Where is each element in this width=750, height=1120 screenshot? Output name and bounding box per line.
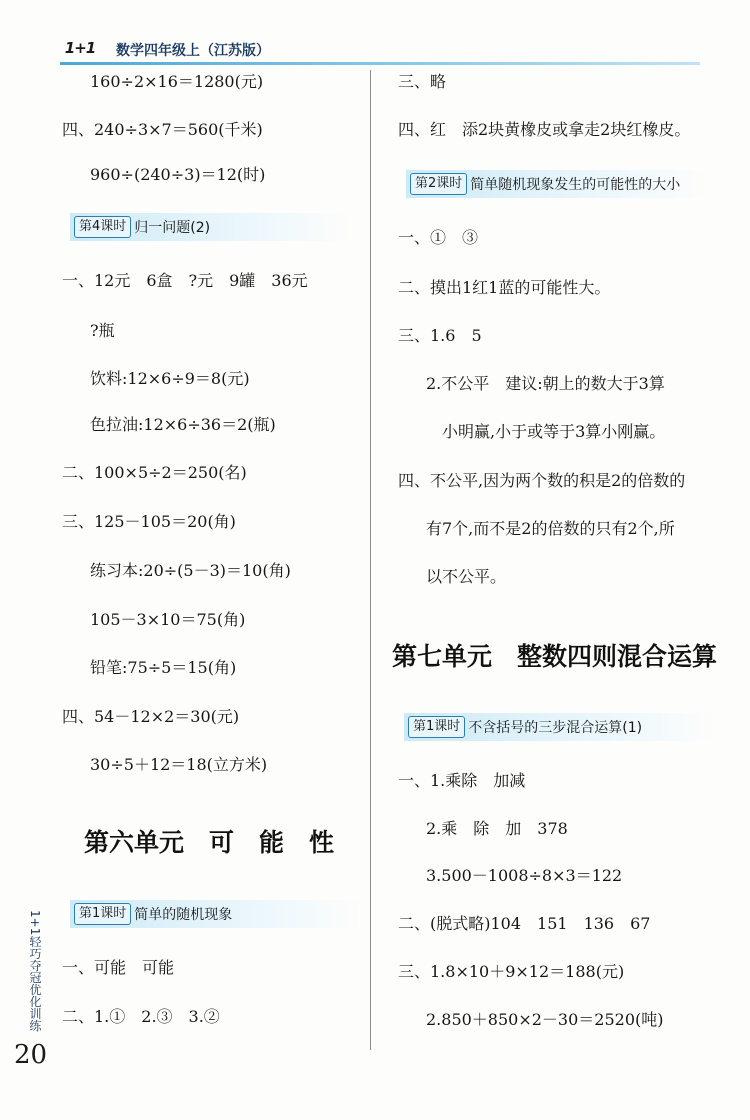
unit-heading: 第七单元 整数四则混合运算 (392, 642, 718, 671)
answer-line: 一、12元 6盒 ?元 9罐 36元 (62, 271, 308, 290)
lesson-tag: 第2课时 (410, 173, 467, 195)
answer-line: 四、不公平,因为两个数的积是2的倍数的 (398, 471, 686, 490)
answer-line: 160÷2×16＝1280(元) (90, 72, 264, 91)
brand-logo (56, 34, 104, 62)
answer-line: 2.不公平 建议:朝上的数大于3算 (426, 374, 665, 393)
logo-text: 1+1 (64, 39, 96, 57)
series-label: 1+1轻巧夺冠优化训练 (28, 910, 42, 1032)
lesson-title: 归一问题(2) (134, 220, 211, 236)
answer-line: 以不公平。 (426, 567, 507, 586)
answer-line: 一、可能 可能 (62, 958, 175, 977)
answer-line: 2.850＋850×2－30＝2520(吨) (426, 1010, 664, 1029)
header-rule (60, 62, 700, 65)
lesson-title: 不含括号的三步混合运算(1) (468, 720, 643, 736)
lesson-heading (70, 213, 350, 241)
answer-line: 铅笔:75÷5＝15(角) (90, 658, 237, 677)
lesson-tag: 第1课时 (74, 903, 131, 925)
lesson-title: 简单随机现象发生的可能性的大小 (470, 177, 681, 193)
side-strip (0, 910, 50, 1040)
answer-line: 有7个,而不是2的倍数的只有2个,所 (426, 519, 675, 538)
page-number: 20 (14, 1040, 48, 1070)
lesson-heading (406, 170, 706, 198)
answer-line: 30÷5＋12＝18(立方米) (90, 755, 268, 774)
answer-line: 色拉油:12×6÷36＝2(瓶) (90, 415, 276, 434)
answer-line: 四、红 添2块黄橡皮或拿走2块红橡皮。 (398, 120, 691, 139)
answer-line: 2.乘 除 加 378 (426, 819, 568, 838)
answer-line: 四、54－12×2＝30(元) (62, 707, 240, 726)
column-divider (370, 70, 371, 1050)
page-header (0, 28, 750, 74)
answer-line: ?瓶 (90, 321, 115, 340)
answer-line: 二、1.① 2.③ 3.② (62, 1007, 220, 1026)
answer-line: 一、① ③ (398, 228, 479, 247)
answer-line: 二、100×5÷2＝250(名) (62, 463, 247, 482)
answer-line: 饮料:12×6÷9＝8(元) (90, 369, 250, 388)
unit-heading: 第六单元 可 能 性 (84, 828, 335, 857)
answer-line: 105－3×10＝75(角) (90, 610, 246, 629)
answer-line: 960÷(240÷3)＝12(时) (90, 165, 266, 184)
lesson-tag: 第4课时 (74, 216, 131, 238)
answer-line: 小明赢,小于或等于3算小刚赢。 (442, 422, 666, 441)
lesson-heading (404, 713, 714, 741)
lesson-tag: 第1课时 (408, 716, 465, 738)
answer-line: 3.500－1008÷8×3＝122 (426, 866, 623, 885)
answer-line: 三、1.8×10＋9×12＝188(元) (398, 962, 625, 981)
answer-line: 一、1.乘除 加减 (398, 771, 526, 790)
answer-line: 三、125－105＝20(角) (62, 512, 236, 531)
answer-line: 三、1.6 5 (398, 326, 482, 345)
lesson-title: 简单的随机现象 (134, 907, 233, 923)
answer-line: 四、240÷3×7＝560(千米) (62, 120, 263, 139)
answer-line: 三、略 (398, 72, 447, 91)
answer-line: 二、摸出1红1蓝的可能性大。 (398, 278, 611, 297)
answer-line: 二、(脱式略)104 151 136 67 (398, 914, 651, 933)
lesson-heading (70, 900, 360, 928)
book-title: 数学四年级上（江苏版） (116, 43, 270, 59)
answer-line: 练习本:20÷(5－3)＝10(角) (90, 561, 291, 580)
